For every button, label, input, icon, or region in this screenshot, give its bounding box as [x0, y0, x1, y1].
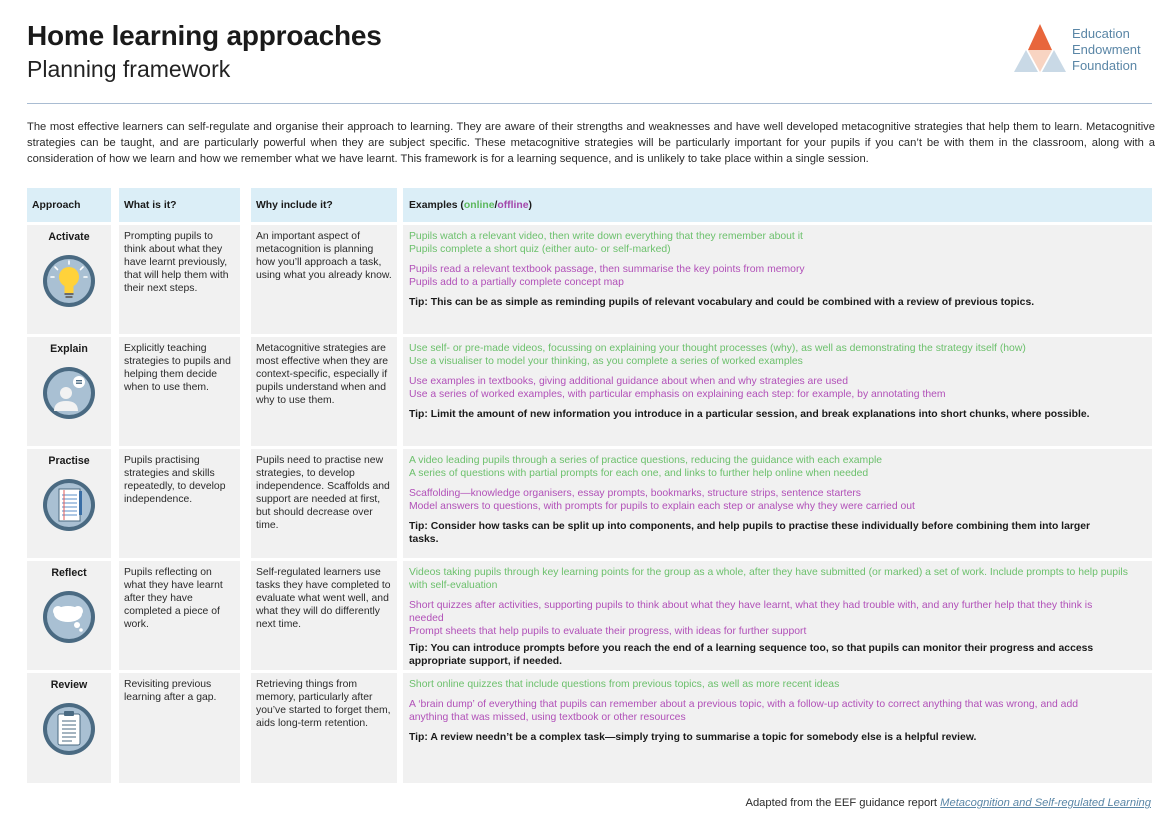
approach-cell-explain	[27, 337, 111, 446]
approach-name: Practise	[48, 455, 90, 467]
offline-examples: Scaffolding—knowledge organisers, essay prompts, bookmarks, structure strips, sentence starters Model answers to questions, with prompts for pupils to explain each step or analyse why they were carried out	[409, 488, 915, 512]
offline-examples: Use examples in textbooks, giving additional guidance about when and why strategies are used Use a series of worked examples, with particular emphasis on explaining each step: for example, by annotating them	[409, 376, 946, 400]
examples-cell-practise	[403, 449, 1152, 558]
eef-logo	[1012, 22, 1152, 76]
approach-cell-practise	[27, 449, 111, 558]
tip-text: Tip: Consider how tasks can be split up into components, and help pupils to practise these individually before combining them into larger tasks.	[409, 521, 1091, 545]
what-cell-reflect: Pupils reflecting on what they have learnt after they have completed a piece of work.	[119, 561, 240, 670]
examples-offline-label: offline	[497, 199, 529, 211]
notebook-icon	[41, 477, 97, 533]
why-cell-practise: Pupils need to practise new strategies, to develop independence. Scaffolds and support are needed at first, but should decrease over time.	[251, 449, 397, 558]
offline-examples: A ‘brain dump’ of everything that pupils can remember about a previous topic, with a follow-up activity to correct anything that was wrong, and add anything that was missed, using textbook or other resources	[409, 699, 1079, 723]
why-cell-explain: Metacognitive strategies are most effective when they are context-specific, especially if pupils understand when and why to use them.	[251, 337, 397, 446]
online-examples: Use self- or pre-made videos, focussing on explaining your thought processes (why), as well as demonstrating the strategy itself (how) Use a visualiser to model your thinking, as you complete a series of worked examples	[409, 343, 1026, 367]
person-speech-icon	[41, 365, 97, 421]
logo-line: Endowment	[1072, 42, 1141, 57]
online-examples: A video leading pupils through a series of practice questions, reducing the guidance with each example A series of questions with partial prompts for each one, and links to further help online when needed	[409, 455, 883, 479]
examples-cell-reflect	[403, 561, 1152, 670]
offline-examples: Pupils read a relevant textbook passage, then summarise the key points from memory Pupils add to a partially complete concept map	[409, 264, 805, 288]
eef-logo-text	[1072, 26, 1141, 74]
col-header-what: What is it?	[119, 188, 240, 222]
intro-paragraph: The most effective learners can self-regulate and organise their approach to learning. They are aware of their strengths and weaknesses and have well developed metacognitive strategies that help them to learn. Metacognitive strategies can be taught, and are particularly powerful when they are subject specific. These metacognitive strategies will be particularly important for your pupils if you can’t be with them in the classroom, along with a consideration of how we learn and how we remember what we have learnt. This framework is for a learning sequence, and is unlikely to take place within a single session.	[27, 121, 1155, 165]
eef-logo-mark	[1012, 22, 1068, 76]
approach-name: Review	[50, 679, 88, 691]
col-header-examples	[403, 188, 1152, 222]
why-cell-reflect: Self-regulated learners use tasks they have completed to evaluate what went well, and what they will do differently next time.	[251, 561, 397, 670]
why-cell-activate: An important aspect of metacognition is planning how you’ll approach a task, using what you already know.	[251, 225, 397, 334]
approach-name: Reflect	[51, 567, 87, 579]
approach-name: Activate	[48, 231, 90, 243]
logo-line: Education	[1072, 26, 1130, 41]
online-examples: Pupils watch a relevant video, then write down everything that they remember about it Pupils complete a short quiz (either auto- or self-marked)	[409, 231, 803, 255]
examples-sep: /	[494, 199, 498, 211]
what-cell-explain: Explicitly teaching strategies to pupils and helping them decide when to use them.	[119, 337, 240, 446]
why-cell-review: Retrieving things from memory, particularly after you’ve started to forget them, aids long-term retention.	[251, 673, 397, 783]
logo-line: Foundation	[1072, 58, 1138, 73]
col-header-why: Why include it?	[251, 188, 397, 222]
tip-text: Tip: You can introduce prompts before you reach the end of a learning sequence too, so that pupils can monitor their progress and access appropriate support, if needed.	[409, 643, 1094, 667]
header-divider	[27, 103, 1152, 104]
page-title: Home learning approaches	[27, 20, 382, 51]
examples-cell-activate	[403, 225, 1152, 334]
guidance-report-link[interactable]: Metacognition and Self-regulated Learning	[940, 797, 1151, 809]
online-examples: Videos taking pupils through key learning points for the group as a whole, after they have submitted (or marked) a set of work. Include prompts to help pupils with self-evaluation	[409, 567, 1128, 591]
footer-attribution	[746, 797, 1152, 809]
thought-bubble-icon	[41, 589, 97, 645]
tip-text: Tip: Limit the amount of new information you introduce in a particular session, and break explanations into short chunks, where possible.	[409, 409, 1090, 420]
lightbulb-icon	[41, 253, 97, 309]
page-subtitle: Planning framework	[27, 56, 231, 82]
approach-name: Explain	[50, 343, 88, 355]
examples-prefix: Examples (	[409, 199, 464, 211]
what-cell-practise: Pupils practising strategies and skills repeatedly, to develop independence.	[119, 449, 240, 558]
examples-suffix: )	[528, 199, 532, 211]
what-cell-activate: Prompting pupils to think about what they have learnt previously, that will help them with their next steps.	[119, 225, 240, 334]
tip-text: Tip: This can be as simple as reminding pupils of relevant vocabulary and could be combined with a review of previous topics.	[409, 297, 1035, 308]
footer-prefix: Adapted from the EEF guidance report	[745, 797, 941, 809]
offline-examples: Short quizzes after activities, supporting pupils to think about what they have learnt, what they had trouble with, and any further help that they think is needed Prompt sheets that help pupils to evaluate their progress, with ideas for further support	[409, 600, 1093, 637]
approach-cell-review	[27, 673, 111, 783]
examples-online-label: online	[463, 199, 495, 211]
what-cell-review: Revisiting previous learning after a gap.	[119, 673, 240, 783]
approach-cell-reflect	[27, 561, 111, 670]
clipboard-icon	[41, 701, 97, 757]
examples-cell-review	[403, 673, 1152, 783]
online-examples: Short online quizzes that include questions from previous topics, as well as more recent ideas	[409, 679, 840, 690]
approach-cell-activate	[27, 225, 111, 334]
col-header-approach: Approach	[27, 188, 111, 222]
examples-cell-explain	[403, 337, 1152, 446]
tip-text: Tip: A review needn’t be a complex task—simply trying to summarise a topic for somebody else is a helpful review.	[409, 732, 977, 743]
